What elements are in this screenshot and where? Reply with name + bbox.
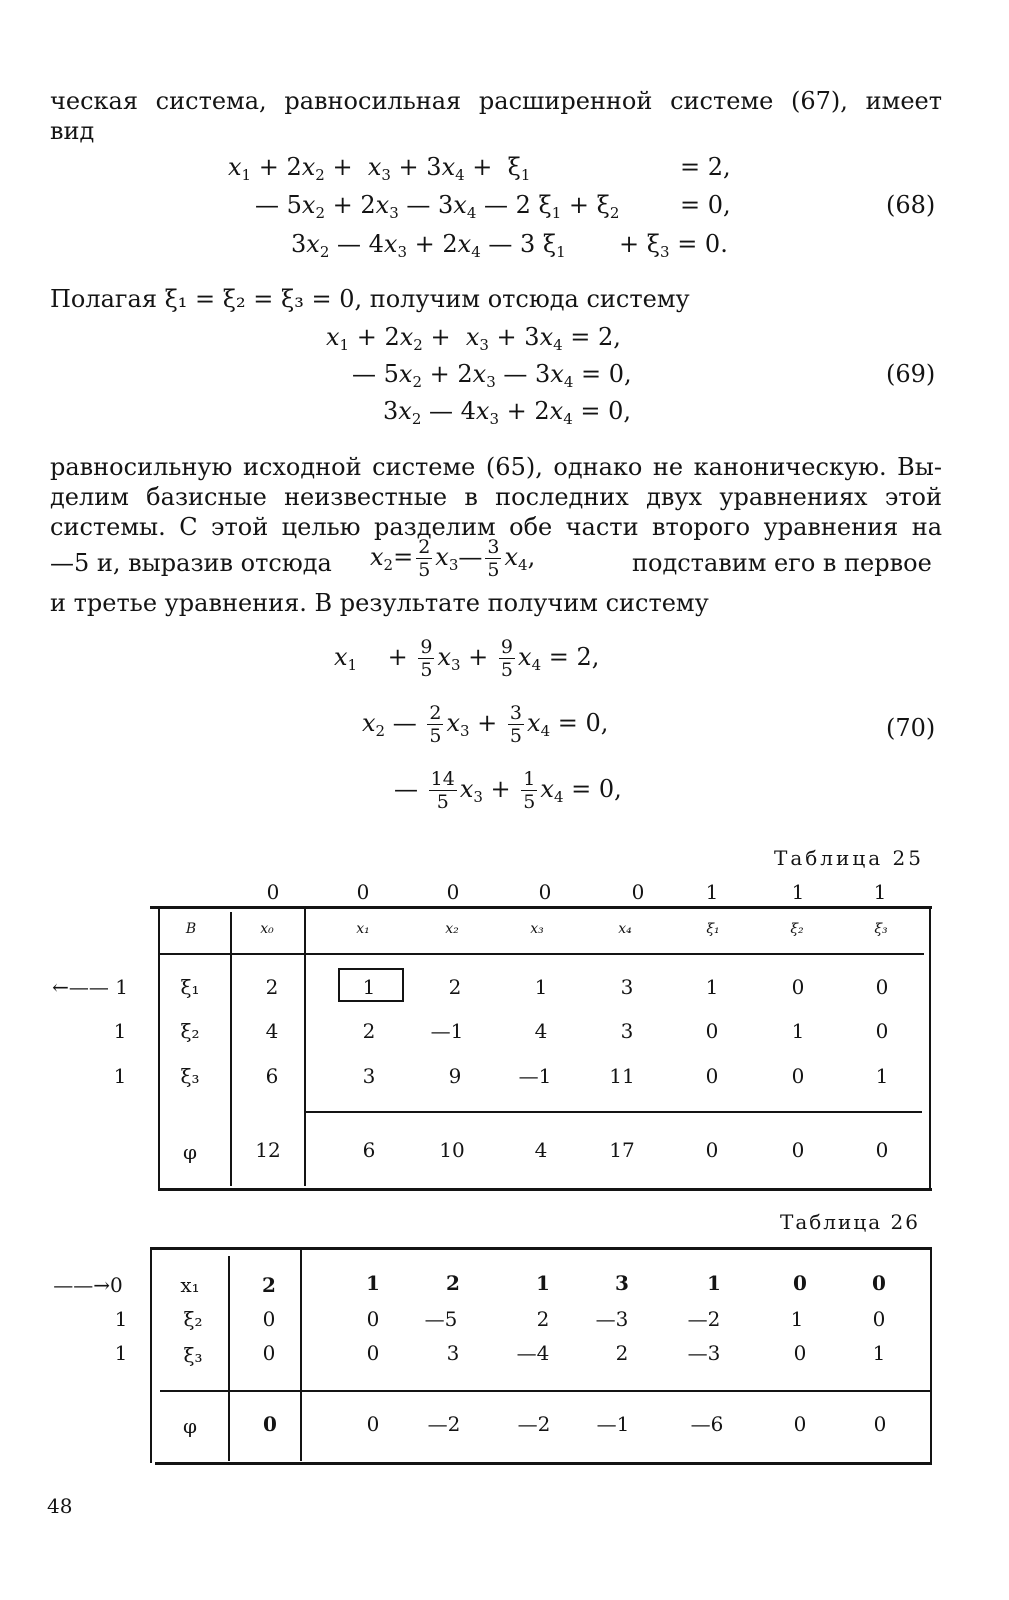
table-cell: 0 [366, 1341, 380, 1365]
table-cell: —1 [518, 1064, 552, 1088]
table-cell: —1 [596, 1412, 630, 1436]
table-caption-25: Таблица 25 [774, 846, 924, 870]
row-label: 1 [114, 1341, 128, 1365]
table-cell: 0 [872, 1271, 886, 1295]
table-cell: —1 [430, 1019, 464, 1043]
table-rule [158, 908, 160, 1188]
paragraph-line: Полагая ξ₁ = ξ₂ = ξ₃ = 0, получим отсюда систему [50, 285, 690, 313]
table-cell: 1 [705, 975, 719, 999]
table-cell: 0 [793, 1341, 807, 1365]
table-cell: ξ₂ [180, 1019, 200, 1043]
table-cell: 2 [448, 975, 462, 999]
equation-69-line2: — $5x_2 + 2x_3$ — $3x_4 = 0$, [352, 360, 632, 391]
equation-70-line2: $x_2$ — $\frac{2}{5}$ $x_3$ + $\frac{3}{5}$ $x_4 = 0$, [362, 702, 609, 747]
table-cell: 0 [875, 1138, 889, 1162]
table-cell: 0 [791, 1138, 805, 1162]
table-cell: 1 [872, 1341, 886, 1365]
cost-value: 0 [266, 880, 280, 904]
table-cell: 2 [536, 1307, 550, 1331]
table-cell: 1 [366, 1271, 380, 1295]
table-rule [300, 1250, 302, 1461]
paragraph-line: подставим его в первое [632, 549, 932, 577]
row-label: ←—— 1 [52, 975, 128, 999]
table-cell: 0 [791, 1064, 805, 1088]
table-cell: 10 [439, 1138, 465, 1162]
table-cell: x₁ [180, 1273, 200, 1297]
column-header: x₂ [445, 921, 459, 937]
table-rule [155, 1462, 932, 1465]
table-caption-26: Таблица 26 [780, 1210, 920, 1234]
table-cell: 1 [534, 975, 548, 999]
table-cell: 3 [446, 1341, 460, 1365]
table-cell: —2 [427, 1412, 461, 1436]
table-cell: 4 [534, 1019, 548, 1043]
table-cell: —2 [687, 1307, 721, 1331]
equation-number-70: (70) [886, 714, 936, 742]
column-header: x₃ [530, 921, 544, 937]
page-number: 48 [47, 1494, 73, 1518]
table-cell: 0 [262, 1341, 276, 1365]
table-cell: 1 [707, 1271, 721, 1295]
cost-value: 0 [631, 880, 645, 904]
table-cell: —5 [424, 1307, 458, 1331]
table-cell: 0 [793, 1412, 807, 1436]
table-cell: 1 [791, 1019, 805, 1043]
equation-69-line1: $x_1 + 2x_2 + x_3 + 3x_4 = 2$, [326, 323, 621, 354]
table-cell: —4 [516, 1341, 550, 1365]
table-cell: 0 [366, 1412, 380, 1436]
column-header: x₀ [260, 921, 274, 937]
table-cell: 0 [793, 1271, 807, 1295]
table-rule [305, 1111, 922, 1113]
table-cell: 2 [265, 975, 279, 999]
table-rule [304, 908, 306, 1186]
row-label: 1 [113, 1064, 127, 1088]
table-cell: ξ₁ [180, 975, 200, 999]
table-cell: 0 [875, 1019, 889, 1043]
table-cell: 3 [620, 975, 634, 999]
table-cell: 11 [609, 1064, 635, 1088]
paragraph-line: вид [50, 117, 95, 145]
equation-68-line1-rhs: = 2, [680, 153, 731, 181]
column-header: ξ₃ [874, 921, 888, 937]
table-cell: 2 [615, 1341, 629, 1365]
table-cell: ξ₂ [183, 1307, 203, 1331]
table-cell: 1 [790, 1307, 804, 1331]
column-header: ξ₁ [706, 921, 720, 937]
table-cell: 17 [609, 1138, 635, 1162]
table-cell: 0 [873, 1412, 887, 1436]
row-label: 1 [114, 1307, 128, 1331]
cost-value: 1 [873, 880, 887, 904]
column-header: ξ₂ [790, 921, 804, 937]
table-cell: 1 [875, 1064, 889, 1088]
table-cell: 0 [705, 1064, 719, 1088]
table-cell: 0 [263, 1412, 277, 1436]
equation-68-line1: $x_1 + 2x_2 + x_3 + 3x_4 + \xi_1$ [228, 153, 531, 184]
table-cell: 6 [265, 1064, 279, 1088]
cost-value: 0 [356, 880, 370, 904]
equation-68-line3: $3x_2$ — $4x_3 + 2x_4$ — 3 $\xi_1$ + $\xi_3 = 0$. [291, 230, 728, 261]
table-rule [158, 1188, 932, 1191]
table-cell: 3 [620, 1019, 634, 1043]
equation-68-line2: — $5x_2 + 2x_3$ — $3x_4$ — 2 $\xi_1 + \xi_2$ [255, 191, 620, 222]
table-cell: 4 [534, 1138, 548, 1162]
table-cell: 0 [262, 1307, 276, 1331]
table-cell: 0 [366, 1307, 380, 1331]
table-rule [150, 906, 932, 909]
table-rule [150, 1247, 152, 1463]
cost-value: 1 [791, 880, 805, 904]
equation-number-68: (68) [886, 191, 936, 219]
table-cell: —2 [517, 1412, 551, 1436]
paragraph-line: —5 и, выразив отсюда [50, 549, 332, 577]
cost-value: 0 [446, 880, 460, 904]
table-cell: 2 [262, 1273, 276, 1297]
equation-68-line2-rhs: = 0, [680, 191, 731, 219]
table-cell: 4 [265, 1019, 279, 1043]
equation-70-line3: — $\frac{14}{5}$ $x_3$ + $\frac{1}{5}$ $x_4 = 0$, [394, 768, 622, 813]
table-rule [228, 1256, 230, 1461]
table-cell: 9 [448, 1064, 462, 1088]
row-label: ——→0 [53, 1273, 123, 1297]
paragraph-line: ческая система, равносильная расширенной системе (67), имеет [50, 87, 942, 115]
table-cell: —3 [595, 1307, 629, 1331]
table-cell: —6 [690, 1412, 724, 1436]
table-cell: ξ₃ [183, 1343, 203, 1367]
table-cell: 2 [362, 1019, 376, 1043]
pivot-cell: 1 [362, 975, 376, 999]
table-cell: 6 [362, 1138, 376, 1162]
table-cell: φ [182, 1140, 198, 1164]
table-rule [930, 1250, 932, 1462]
table-cell: 3 [615, 1271, 629, 1295]
table-cell: 2 [446, 1271, 460, 1295]
table-cell: 0 [791, 975, 805, 999]
paragraph-line: и третье уравнения. В результате получим систему [50, 589, 709, 617]
table-cell: 0 [705, 1138, 719, 1162]
table-cell: 1 [536, 1271, 550, 1295]
cost-value: 0 [538, 880, 552, 904]
table-rule [230, 912, 232, 1186]
table-cell: φ [182, 1414, 198, 1438]
column-header: x₁ [356, 921, 370, 937]
table-cell: 0 [875, 975, 889, 999]
table-rule [929, 908, 931, 1188]
table-cell: 3 [362, 1064, 376, 1088]
table-cell: —3 [687, 1341, 721, 1365]
row-label: 1 [113, 1019, 127, 1043]
paragraph-line: делим базисные неизвестные в последних двух уравнениях этой [50, 483, 942, 511]
table-rule [150, 1247, 932, 1250]
column-header: B [185, 921, 197, 937]
table-cell: ξ₃ [180, 1064, 200, 1088]
paragraph-line: равносильную исходной системе (65), однако не каноническую. Вы- [50, 453, 942, 481]
table-rule [160, 1390, 930, 1392]
equation-70-line1: $x_1$ + $\frac{9}{5}$ $x_3$ + $\frac{9}{5}$ $x_4 = 2$, [334, 636, 600, 681]
equation-number-69: (69) [886, 360, 936, 388]
equation-69-line3: $3x_2$ — $4x_3 + 2x_4 = 0$, [383, 397, 631, 428]
column-header: x₄ [618, 921, 632, 937]
inline-formula-x2: $x_2=$ $\frac{2}{5}$ $x_3—$ $\frac{3}{5}$ $x_4$, [370, 536, 536, 581]
table-cell: 0 [872, 1307, 886, 1331]
cost-value: 1 [705, 880, 719, 904]
table-cell: 0 [705, 1019, 719, 1043]
table-cell: 12 [255, 1138, 281, 1162]
table-rule [158, 953, 924, 955]
paragraph-line: системы. С этой целью разделим обе части второго уравнения на [50, 513, 942, 541]
